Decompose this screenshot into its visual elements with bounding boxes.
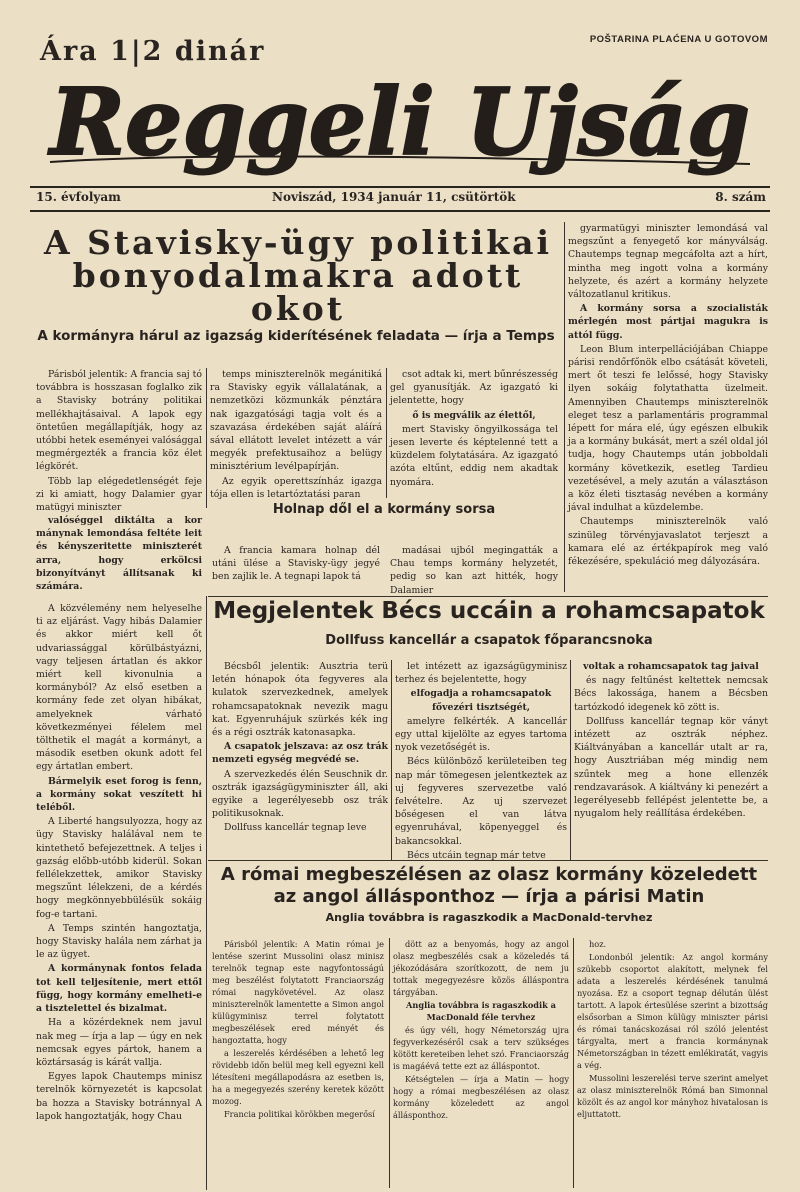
story2-column-2 [395,660,567,860]
paragraph: valóséggel diktálta a kor mánynak lemondása feltéte leit és kényszeritette miniszterét arra, hogy erkölcsi bizonyítványt állítsanak ki számára. [36,515,202,593]
masthead-rule [30,186,770,188]
story3-headline: A római megbeszélésen az olasz kormány közeledett az angol állásponthoz — írja a párisi Matin [220,864,758,907]
section-rule [208,596,768,597]
story2-column-3 [574,660,768,860]
paragraph: A közvélemény nem helyeselhe ti az eljárást. Vagy hibás Dalamier és akkor miért kell őt udvariassággal körülbástyázni, vagy teljesen ártatlan és akkor miért kell kivonulnia a kormányból? Az első esetben a kormány fede zet olyan hibákat, amelyeknek várható következményei félelem mel tölthetik el magát a kormányt, a második esetben okunk adott fel egy ártatlan embert. [36,603,202,773]
postage-note: POŠTARINA PLAĆENA U GOTOVOM [589,34,768,45]
paragraph: a leszerelés kérdésében a lehető leg rövidebb időn belül meg kell egyezni kell létesíteni megállapodásra az esetben is, ha a megegyezés szerény keretek között mozog. [212,1048,384,1106]
paragraph: voltak a rohamcsapatok tag jaival [583,661,759,672]
paragraph: Kétségtelen — írja a Matin — hogy hogy a római megbeszélésen az olasz kormány közeledett az angol állásponthoz. [393,1074,569,1120]
paragraph: A Temps szintén hangoztatja, hogy Stavisky halála nem zárhat ja le az ügyet. [36,922,202,961]
story3-column-3 [577,938,768,1188]
story1-column-1c [36,602,202,1190]
paragraph: Leon Blum interpellációjában Chiappe párisi rendőrfőnök elbo csátását követeli, mert őt teszi fe lelőssé, hogy Stavisky ilyen sokáig folytathatta üzelmeit. Amennyiben Chautemps miniszterelnök eleget tesz a parlamentáris programmal lépett for mára elé, úgy egészen elbukik ja a kormány bukását, mert a szél oldal jól tudja, hogy Chautemps után jobboldali kormány következik, esetleg Tardieu vezetésével, a mely azután a választáson a köz életi tisztaság nevében a kormány jával indulhat a küzdelembe. [568,343,768,514]
story1-column-1b [36,514,202,602]
paragraph: A kormánynak fontos felada tot kell teljesítenie, mert ettől függ, hogy kormány emelheti-e a tisztelettel és bizalmat. [36,963,202,1015]
price: Ára 1|2 dinár [40,36,266,67]
paragraph: Mussolini leszerelési terve szerint amelyet az olasz miniszterelnök Rómá ban Simonnal közölt és az angol kor mányhoz hivatalosan is eljuttatott. [577,1073,768,1119]
paragraph: mert Stavisky öngyilkossága tel jesen leverte és képtelenné tett a küzdelem folytatására. Az igazgató azóta eltűnt, eddig nem akadtak nyomára. [390,423,558,488]
story1-column-2 [210,368,382,498]
paragraph: A Liberté hangsulyozza, hogy az ügy Stavisky halálával nem te kintethető befejezettnek. A teljes i gazság előbb-utóbb kiderül. Sokan fellélekzettek, amikor Stavisky megszűnt lélekzeni, de a kérdés hogy megkönnyebbülésük sokáig fog-e tartani. [36,816,202,920]
paragraph: Londonból jelentik: Az angol kormány szükebb csoportot alakított, melynek fel adata a leszerelés kérdésének tanulmá nyozása. Ez a csoport tegnap délután ülést tartott. A lapok értesülése szerint a bizottság elsősorban a Simon külügy miniszter párisi és római tanácskozásai ról szóló jelentést tárgyalta, mert a francia kormánynak Németországban in tézett emlékiratát, vagyis a vég. [577,952,768,1070]
paragraph: dött az a benyomás, hogy az angol olasz megbeszélés csak a közeledés tá jékozódására szorítkozott, de nem ju tottak megegyezésre közös álláspontra tárgyában. [393,939,569,997]
paragraph: gyarmatügyi miniszter lemondásá val megszűnt a fenyegető kor mányválság. Chautemps tegnap megcáfolta azt a hírt, mintha meg ingott volna a kormány helyzete, és azért a kormány helyzete változatlanul kritikus. [568,223,768,301]
column-rule [573,938,574,1188]
masthead [30,58,770,186]
paragraph: A francia kamara holnap dél utáni ülése a Stavisky-ügy jegyé ben zajlik le. A tegnapi lapok tá [212,545,380,583]
paragraph: A szervezkedés élén Seuschnik dr. osztrák igazságügyminiszter áll, aki egyike a legerélyesebb osz trák politikusoknak. [212,768,388,820]
paragraph: let intézett az igazságügyminisz terhez és bejelentette, hogy [395,661,567,686]
dateline-rule [30,210,770,212]
paragraph: csot adtak ki, mert bűnrészesség gel gyanusítják. Az igazgató ki jelentette, hogy [390,369,558,407]
volume: 15. évfolyam [36,190,121,204]
paragraph: hoz. [589,939,607,949]
paragraph: Bármelyik eset forog is fenn, a kormány sokat veszített hi teléből. [36,775,202,814]
date: Noviszád, 1934 január 11, csütörtök [272,190,516,204]
paragraph: elfogadja a rohamcsapatok fővezéri tisztségét, [410,688,552,713]
paragraph: Anglia továbbra is ragaszkodik a MacDonald féle tervhez [406,1000,556,1022]
story1-subhead: A kormányra hárul az igazság kiderítésének feladata — írja a Temps [37,328,555,344]
paragraph: A csapatok jelszava: az osz trák nemzeti egység megvédé se. [212,741,388,766]
story3-subhead: Anglia továbbra is ragaszkodik a MacDonald-tervhez [325,911,653,924]
box-column-1 [212,544,380,586]
paragraph: Bécs különböző kerületeiben teg nap már tömegesen jelentkeztek az uj fegyveres szervezetbe való felvételre. Az uj szervezet bőségesen el van látva egyenruhával, köpenyeggel és bakancsokkal. [395,756,567,847]
story2-column-1 [212,660,388,860]
masthead-title: Reggeli Ujság [47,68,751,176]
paragraph: Dollfuss kancellár tegnap leve [224,822,367,834]
story1-column-4 [568,222,768,592]
paragraph: temps miniszterelnök megánitiká ra Stavisky egyik vállalatának, a nemzetközi közmunkák pénztára nak igazgatósági tagja volt és a szavazása érdekében saját aláírá sával ellátott levelet intézett a vár megyék prefektusaihoz a belügy minisztérium levélpapírján. [210,369,382,473]
section-rule [208,860,768,861]
box-column-2 [390,544,558,596]
column-rule [206,596,207,1190]
dateline [36,190,766,208]
column-rule [389,938,390,1188]
story1-column-3 [390,368,558,498]
masthead-logo [30,58,770,186]
paragraph: Francia politikai körökben megerősí [224,1109,375,1119]
paragraph: A kormány sorsa a szocialisták mérlegén most pártjai magukra is attól függ. [568,303,768,341]
story1-headline: A Stavisky-ügy politikai bonyodalmakra adott okot [43,223,553,328]
column-rule [570,660,571,860]
paragraph: Több lap elégedetlenségét feje zi ki amiatt, hogy Dalamier gyar matügyi miniszter [36,475,202,514]
paragraph: és úgy véli, hogy Németország ujra fegyverkezéséről csak a terv szükséges kötött kereteiben lehet szó. Franciaország is magáévá tette ezt az álláspontot. [393,1025,569,1071]
paragraph: Bécs utcáin tegnap már tetve [407,849,546,861]
column-rule [206,368,207,508]
column-rule [386,368,387,498]
paragraph: Egyes lapok Chautemps minisz terelnök környezetét is kapcsolat ba hozza a Stavisky botránnyal A lapok hangoztatják, hogy Chau [36,1071,202,1122]
box-headline: Holnap dől el a kormány sorsa [272,502,496,517]
column-rule [391,660,392,860]
paragraph: Dollfuss kancellár tegnap kör ványt intézett az osztrák néphez. Kiáltványában a kancellár utalt ar ra, hogy Ausztriában még mindig nem szűntek meg a hone ellenzék rendzavarások. A kiáltvány ki penezért a legerélyesebb fellépést jelentette be, a nyugalom hely reállítása érdekében. [574,715,768,820]
story2-subhead: Dollfuss kancellár a csapatok főparancsnoka [325,633,653,648]
paragraph: Az egyik operettszínház igazga tója ellen is letartóztatási paran [210,475,382,500]
story3-column-2 [393,938,569,1188]
issue-number: 8. szám [715,190,766,204]
paragraph: ő is megválik az élettől, [412,409,536,421]
paragraph: és nagy feltűnést keltettek nemcsak Bécs lakossága, hanem a Bécsben tartózkodó idegenek kö zött is. [574,675,768,713]
paragraph: amelyre felkérték. A kancellár egy uttal kijelölte az egyes tartoma nyok vezetőségét is. [395,715,567,754]
story1-column-1 [36,368,202,514]
paragraph: Párisból jelentik: A Matin római je lentése szerint Mussolini olasz minisz terelnök tegnap este nagyfontosságú meg beszélést folytatott Franciaország római nagykövetével. Az olasz miniszterelnök lamentette a Simon angol külügyminisz terrel folytatott megbeszélések ered ményét és hangoztatta, hogy [212,939,384,1045]
paragraph: Ha a közérdeknek nem javul nak meg — írja a lap — úgy en nek nemcsak egyes pártok, hanem a köztársaság is kárát vallja. [36,1017,202,1068]
paragraph: Bécsből jelentik: Ausztria terü letén hónapok óta fegyveres ala kulatok szervezkednek, amelyek rohamcsapatoknak nevezik magu kat. Egyenruhájuk szürkés kék ing és a régi osztrák katonasapka. [212,661,388,739]
paragraph: Chautemps miniszterelnök való szinüleg törvényjavaslatot terjeszt a kamara elé az értékpapírok meg való fékezésére, spekuláció meg dályozására. [568,516,768,568]
story3-column-1 [212,938,384,1188]
column-rule [564,222,565,592]
paragraph: Párisból jelentik: A francia saj tó továbbra is hosszasan foglalko zik a Stavisky botrány politikai mellékhajtásaival. A lapok egy öntetűen megállapítják, hogy az utóbbi hetek eseményei valósággal megmérgezték a francia köz élet légkörét. [36,369,202,473]
paragraph: madásai ujból megingatták a Chau temps kormány helyzetét, pedig so kan azt hitték, hogy Dalamier [390,545,558,596]
story2-headline: Megjelentek Bécs uccáin a rohamcsapatok [213,598,765,624]
